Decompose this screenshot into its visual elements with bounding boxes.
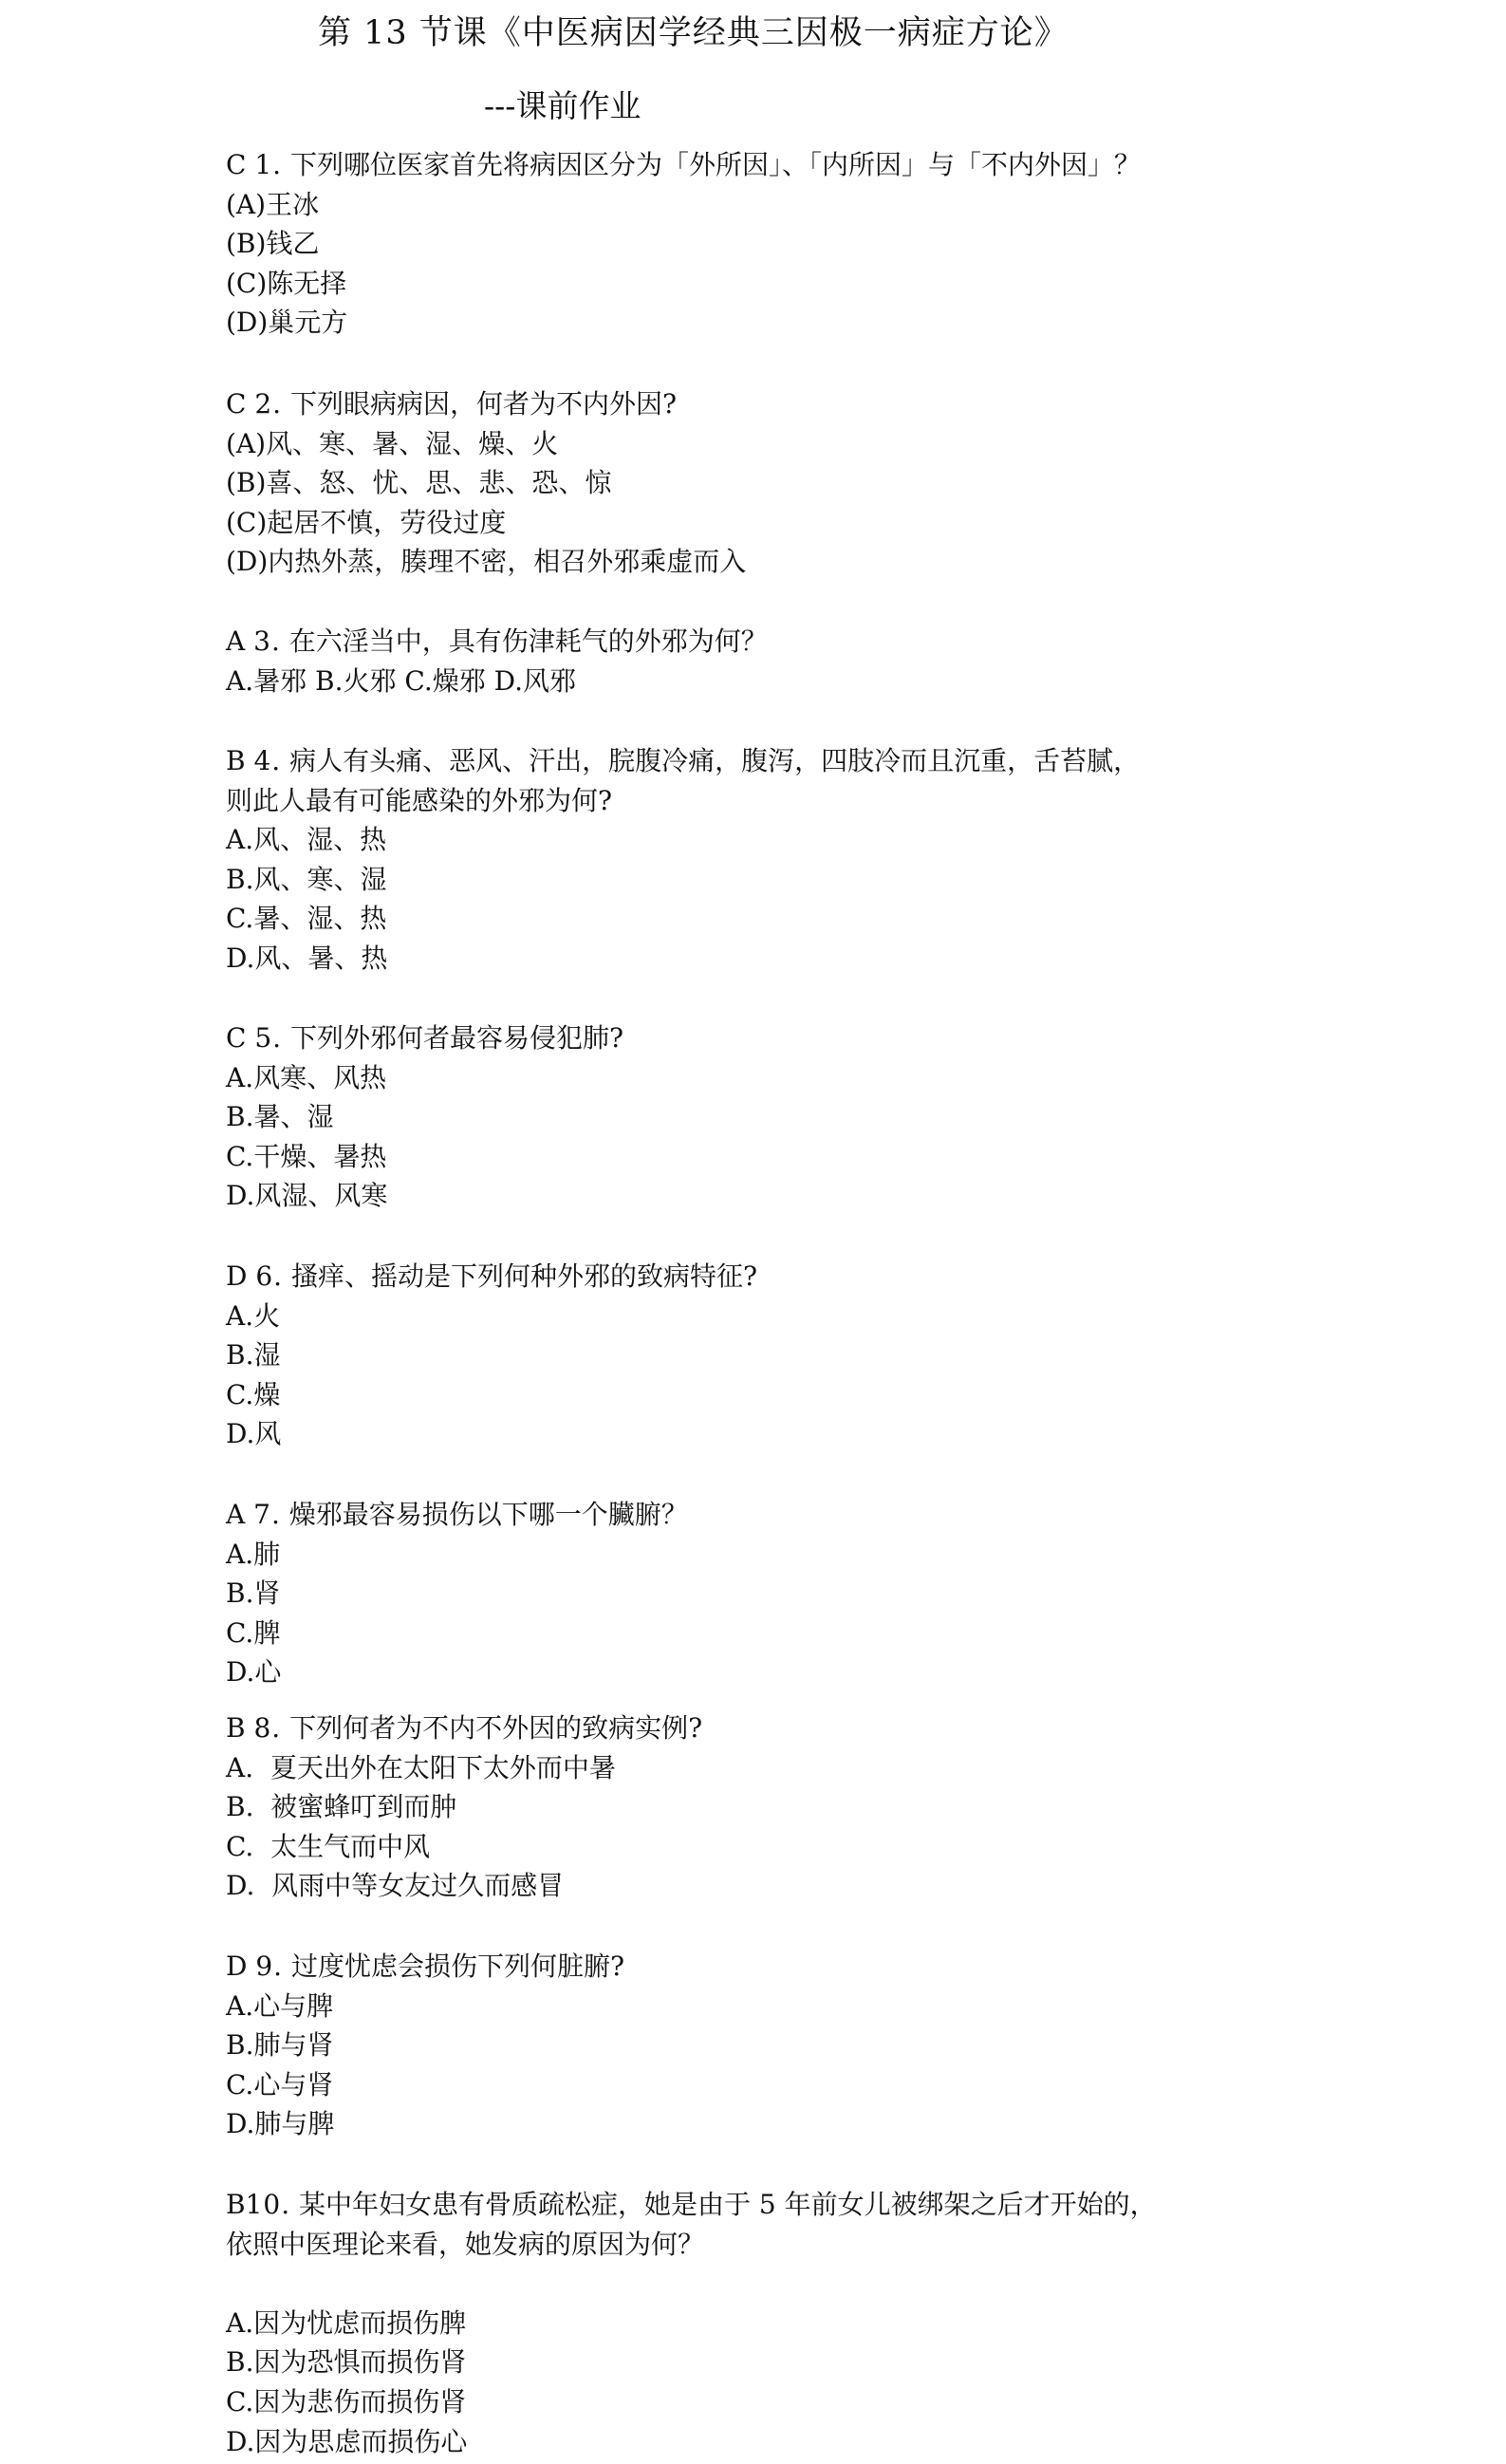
question-text: 下列外邪何者最容易侵犯肺? [289, 1022, 623, 1054]
question-stem [226, 1495, 688, 1535]
question-10 [226, 2185, 1157, 2461]
option: B.风、寒、湿 [226, 863, 387, 895]
option: (D)内热外蒸，腠理不密，相召外邪乘虚而入 [226, 546, 747, 578]
question-2 [226, 384, 746, 582]
option: C.脾 [226, 1616, 281, 1649]
answer-key: B [226, 745, 246, 776]
answer-key: A [226, 1499, 246, 1530]
question-stem [226, 1018, 623, 1058]
question-stem [226, 741, 1140, 781]
question-stem [226, 145, 1141, 185]
answer-key: C [226, 1022, 247, 1054]
option: C.干燥、暑热 [226, 1140, 387, 1172]
option: B.肺与肾 [226, 2029, 334, 2062]
option: A.因为忧虑而损伤脾 [226, 2306, 467, 2339]
question-text: 燥邪最容易损伤以下哪一个臟腑？ [288, 1499, 688, 1530]
option: A.心与脾 [226, 1989, 334, 2022]
question-text: 下列哪位医家首先将病因区分为「外所因」、「内所因」与「不内外因」？ [289, 149, 1141, 180]
question-8 [226, 1708, 702, 1906]
question-stem [226, 384, 746, 424]
option: B. 被蜜蜂叮到而肿 [226, 1791, 457, 1823]
question-number: 10. [245, 2189, 291, 2220]
option: B.肾 [226, 1577, 281, 1610]
question-7 [226, 1495, 688, 1692]
option: D. 风雨中等女友过久而感冒 [226, 1870, 565, 1902]
question-3 [226, 622, 768, 700]
question-number: 6. [255, 1260, 284, 1292]
question-text: 下列何者为不内不外因的致病实例? [289, 1712, 703, 1744]
question-4 [226, 741, 1140, 979]
answer-key: B [226, 1712, 246, 1744]
option: (D)巢元方 [226, 307, 348, 339]
question-stem [226, 1947, 624, 1987]
option: A.风、湿、热 [226, 824, 387, 856]
question-stem [226, 2185, 1157, 2225]
option: C.心与肾 [226, 2068, 334, 2100]
question-text: 过度忧虑会损伤下列何脏腑? [290, 1951, 624, 1982]
question-text-continued: 依照中医理论来看，她发病的原因为何？ [226, 2228, 705, 2260]
question-stem [226, 1708, 702, 1748]
option: C.暑、湿、热 [226, 903, 387, 935]
page-subtitle: ---课前作业 [484, 87, 641, 124]
option: A.肺 [226, 1538, 281, 1570]
question-9 [226, 1947, 624, 2144]
question-number: 3. [253, 625, 281, 657]
option: A. 夏天出外在太阳下太外而中暑 [226, 1751, 616, 1783]
option: A.风寒、风热 [226, 1061, 387, 1093]
question-number: 8. [253, 1712, 282, 1744]
question-number: 4. [253, 745, 282, 776]
question-number: 2. [254, 388, 283, 420]
question-text-continued: 则此人最有可能感染的外邪为何? [226, 784, 613, 816]
option: D.风 [226, 1418, 282, 1450]
question-number: 7. [253, 1499, 281, 1530]
question-stem [226, 1257, 757, 1297]
option: (A)王冰 [226, 188, 320, 220]
option: D.心 [226, 1656, 282, 1689]
question-text: 病人有头痛、恶风、汗出，脘腹冷痛，腹泻，四肢冷而且沉重，舌苔腻， [289, 745, 1141, 776]
option: B.暑、湿 [226, 1101, 334, 1133]
question-5 [226, 1018, 623, 1216]
option: D.风、暑、热 [226, 942, 388, 974]
option: B.湿 [226, 1339, 281, 1372]
question-text: 搔痒、摇动是下列何种外邪的致病特征? [290, 1260, 757, 1292]
question-text: 下列眼病病因，何者为不内外因? [289, 388, 677, 420]
option: C.因为悲伤而损伤肾 [226, 2385, 467, 2417]
option: A.火 [226, 1299, 281, 1332]
answer-key: A [226, 625, 246, 657]
answer-key: D [226, 1260, 248, 1292]
option: D.肺与脾 [226, 2108, 335, 2140]
option: D.风湿、风寒 [226, 1180, 388, 1212]
question-number: 5. [254, 1022, 283, 1054]
answer-key: B [226, 2189, 246, 2220]
question-number: 9. [255, 1951, 284, 1982]
option: D.因为思虑而损伤心 [226, 2425, 468, 2457]
question-1 [226, 145, 1141, 343]
option: C.燥 [226, 1378, 281, 1410]
blank-line [226, 2264, 1157, 2304]
answer-key: C [226, 149, 247, 180]
question-text: 某中年妇女患有骨质疏松症，她是由于 5 年前女儿被绑架之后才开始的， [299, 2189, 1157, 2220]
answer-key: C [226, 388, 247, 420]
question-number: 1. [254, 149, 283, 180]
option: (C)陈无择 [226, 267, 347, 299]
question-text: 在六淫当中，具有伤津耗气的外邪为何？ [288, 625, 768, 657]
question-6 [226, 1257, 757, 1454]
answer-key: D [226, 1951, 248, 1982]
option: (B)钱乙 [226, 228, 320, 260]
option: (C)起居不慎，劳役过度 [226, 506, 507, 538]
option: A.暑邪 B.火邪 C.燥邪 D.风邪 [226, 664, 576, 697]
option: C. 太生气而中风 [226, 1830, 431, 1862]
option: B.因为恐惧而损伤肾 [226, 2346, 467, 2379]
page-title: 第 13 节课《中医病因学经典三因极一病症方论》 [318, 14, 1069, 52]
question-stem [226, 622, 768, 662]
option: (B)喜、怒、忧、思、悲、恐、惊 [226, 467, 612, 499]
option: (A)风、寒、暑、湿、燥、火 [226, 427, 559, 459]
